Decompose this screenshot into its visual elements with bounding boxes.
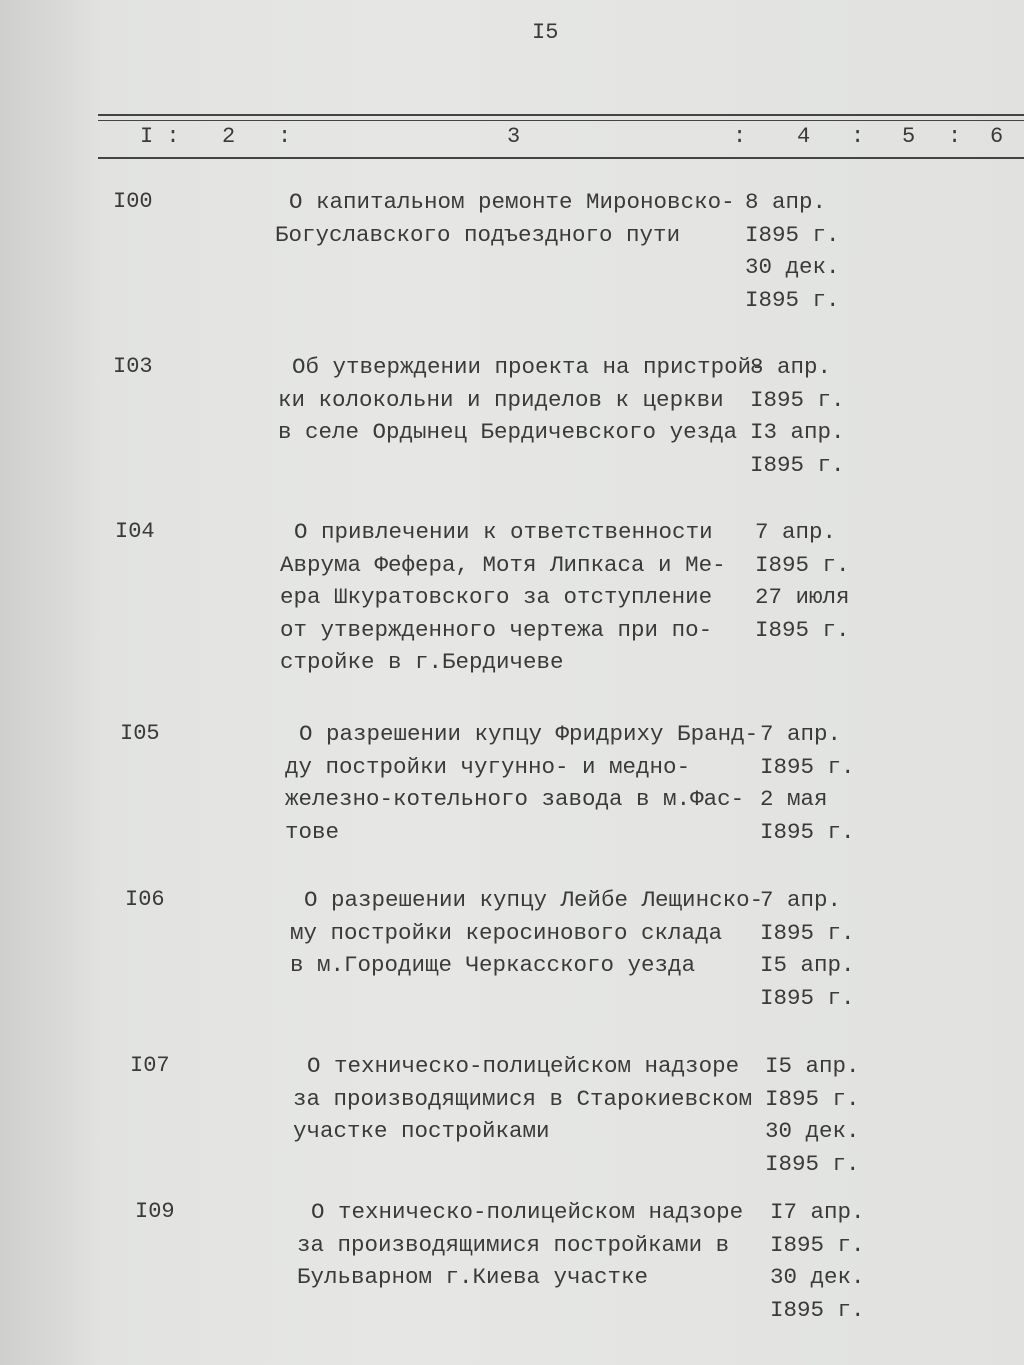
entry-title-line: ера Шкуратовского за отступление [280,584,713,610]
entry-title-line: О капитальном ремонте Мироновско- [289,189,735,215]
entry-title-line: Богуславского подъездного пути [275,221,681,248]
start-date-line: I895 г. [750,386,845,413]
start-date-line: I895 г. [745,221,840,248]
page-number: I5 [532,20,559,45]
entry-title [297,1196,743,1294]
header-sep: : [733,124,747,149]
end-date-line: I895 г. [755,616,850,643]
start-date-line: 7 апр. [755,519,837,545]
entry-title-line: в м.Городище Черкасского уезда [290,952,696,978]
entry-dates [760,884,855,1014]
start-date-line: 7 апр. [760,887,842,913]
header-col-2: 2 [222,124,236,149]
header-col-4: 4 [797,124,811,149]
entry-title-line: железно-котельного завода в м.Фас- [285,786,745,812]
entry-title-line: участке постройками [293,1118,550,1144]
entry-dates [750,351,845,481]
start-date-line: I895 г. [760,919,855,946]
end-date-line: I895 г. [765,1150,860,1177]
entry-title [285,718,758,848]
entry-title-line: О разрешении купцу Фридриху Бранд- [299,721,759,747]
header-sep: : [851,124,865,149]
start-date-line: I895 г. [755,551,850,578]
end-date-line: 30 дек. [770,1264,865,1290]
header-col-5: 5 [902,124,916,149]
entry-title-line: О техническо-полицейском надзоре [311,1199,744,1225]
entry-number: I05 [120,721,160,746]
entry-number: I04 [115,519,155,544]
end-date-line: I895 г. [770,1296,865,1323]
entry-number: I09 [135,1199,175,1224]
entry-title [290,884,763,982]
entry-dates [770,1196,865,1326]
header-sep: : [948,124,962,149]
end-date-line: I5 апр. [760,952,855,978]
entry-title [293,1050,752,1148]
header-bottom-rule [98,157,1024,159]
entry-title-line: в селе Ордынец Бердичевского уезда [278,419,738,445]
entry-title-line: за производящимися в Старокиевском [293,1085,753,1112]
entry-title-line: тове [285,818,340,845]
entry-title-line: ду постройки чугунно- и медно- [285,753,691,780]
header-sep: : [278,124,292,149]
entry-dates [745,186,840,316]
start-date-line: 7 апр. [760,721,842,747]
entry-dates [755,516,850,646]
start-date-line: I7 апр. [770,1199,865,1225]
entry-title-line: му постройки керосинового склада [290,919,723,946]
entry-title-line: за производящимися постройками в [297,1231,730,1258]
entry-title-line: О разрешении купцу Лейбе Лещинско- [304,887,764,913]
entry-title-line: Аврума Фефера, Мотя Липкаса и Ме- [280,551,726,578]
end-date-line: 30 дек. [765,1118,860,1144]
end-date-line: 27 июля [755,584,850,610]
entry-title [275,186,735,251]
entry-title-line: Об утверждении проекта на пристрой- [292,354,765,380]
end-date-line: I3 апр. [750,419,845,445]
start-date-line: I895 г. [765,1085,860,1112]
entry-title [280,516,726,679]
entry-title-line: О привлечении к ответственности [294,519,713,545]
header-top-rule [98,114,1024,116]
end-date-line: 30 дек. [745,254,840,280]
header-col-6: 6 [990,124,1004,149]
entry-title-line: стройке в г.Бердичеве [280,649,564,675]
entry-title-line: от утвержденного чертежа при по- [280,616,713,643]
entry-title-line: Бульварном г.Киева участке [297,1264,649,1290]
end-date-line: I895 г. [745,286,840,313]
entry-number: I03 [113,354,153,379]
start-date-line: 8 апр. [745,189,827,215]
header-top-rule-inner [98,120,1024,121]
start-date-line: I5 апр. [765,1053,860,1079]
start-date-line: I895 г. [770,1231,865,1258]
entry-number: I07 [130,1053,170,1078]
end-date-line: I895 г. [760,818,855,845]
entry-title-line: О техническо-полицейском надзоре [307,1053,740,1079]
start-date-line: I895 г. [760,753,855,780]
entry-title-line: ки колокольни и приделов к церкви [278,386,724,413]
entry-dates [765,1050,860,1180]
header-col-3: 3 [507,124,521,149]
end-date-line: I895 г. [760,984,855,1011]
entry-number: I06 [125,887,165,912]
entry-number: I00 [113,189,153,214]
header-col-1: I : [140,124,180,149]
start-date-line: 8 апр. [750,354,832,380]
end-date-line: I895 г. [750,451,845,478]
entry-title [278,351,765,449]
end-date-line: 2 мая [760,786,828,812]
entry-dates [760,718,855,848]
